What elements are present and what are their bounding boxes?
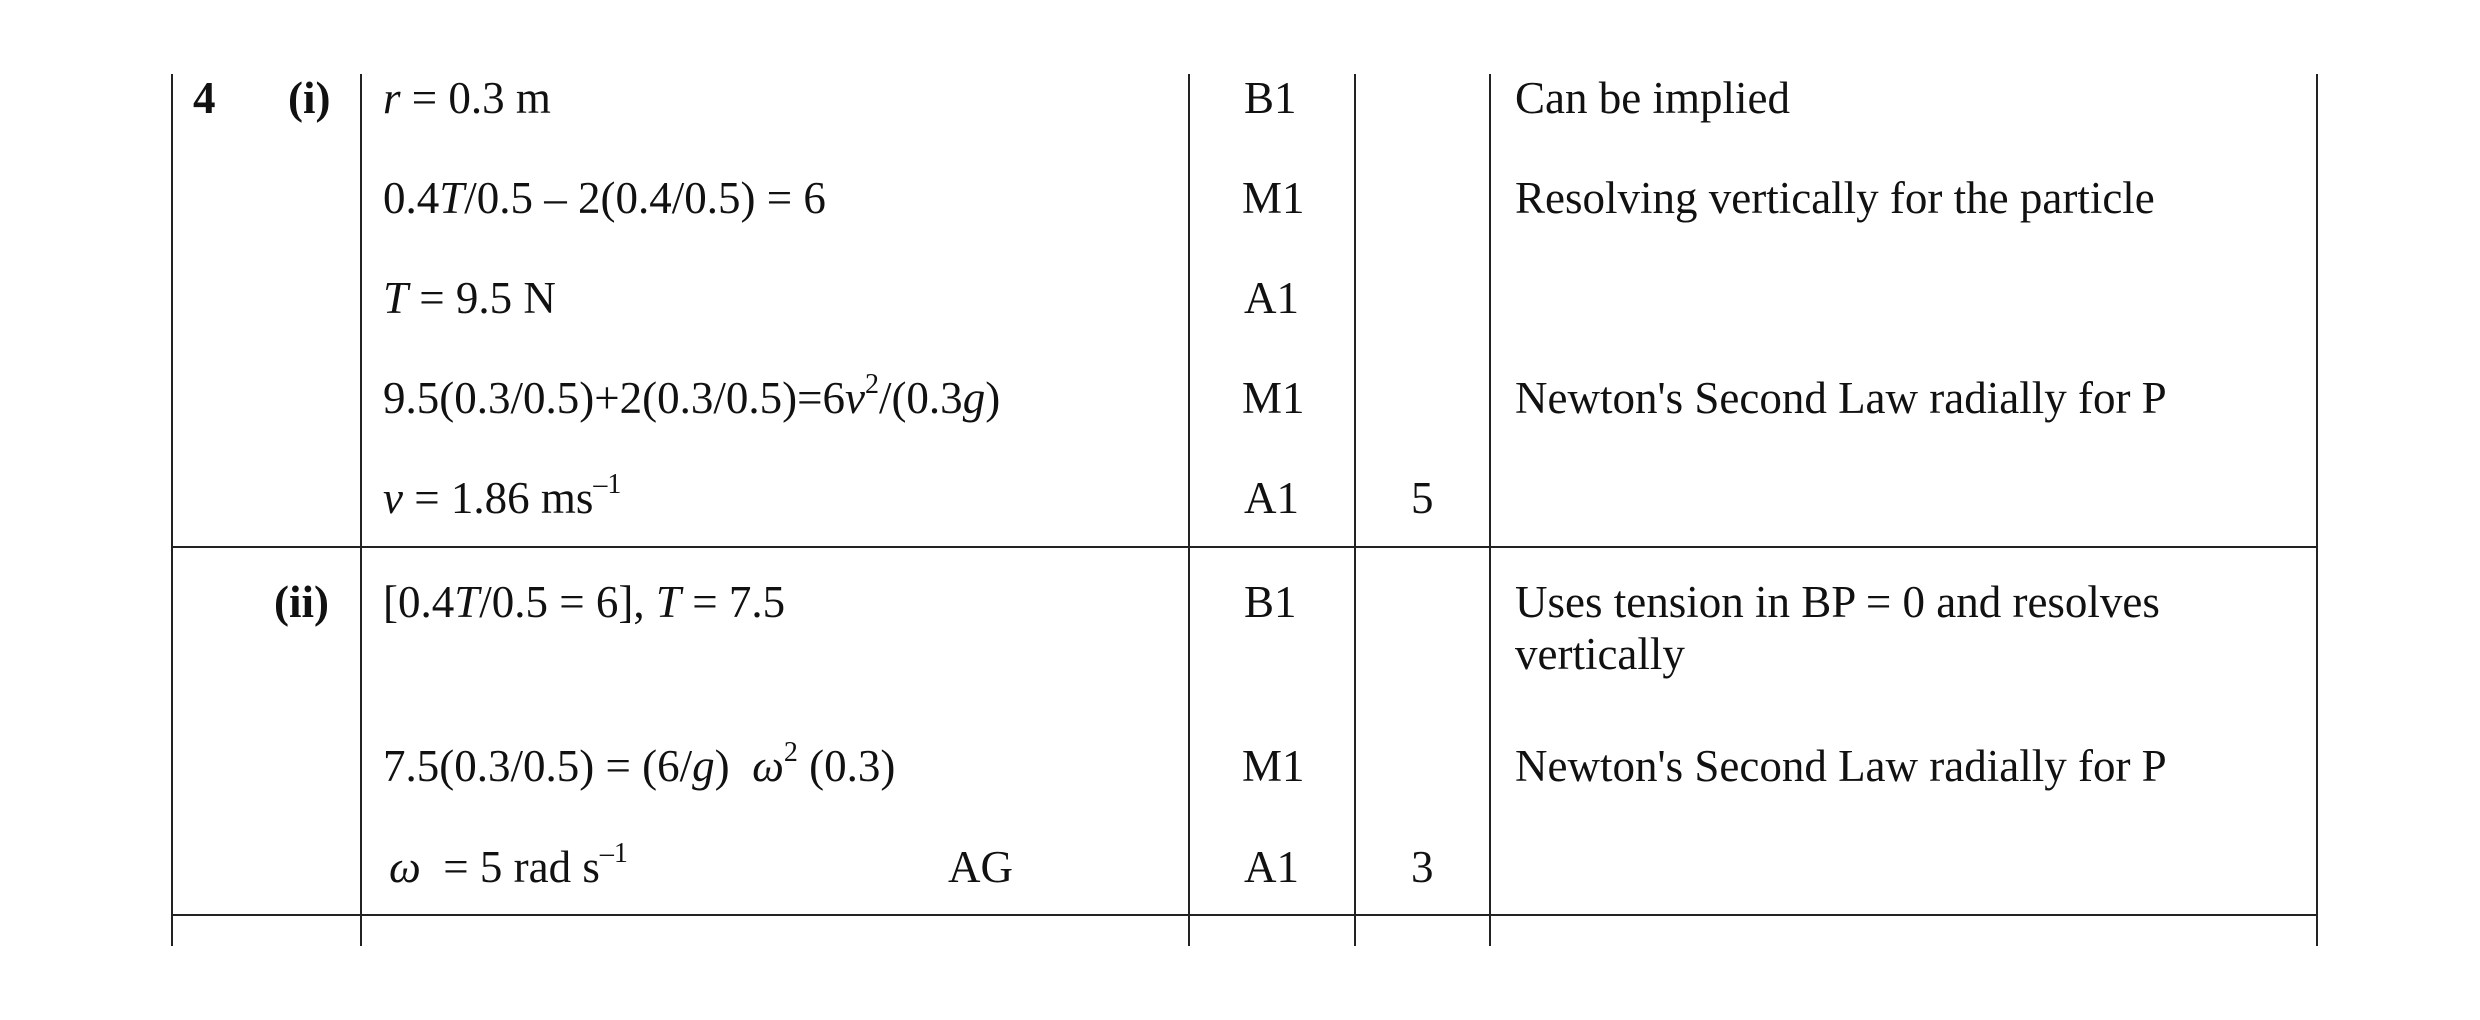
mark-code: B1 xyxy=(1244,577,1297,627)
part-label-ii: (ii) xyxy=(274,577,329,627)
mark-code: A1 xyxy=(1244,473,1299,523)
answer-line: 0.4T/0.5 – 2(0.4/0.5) = 6 xyxy=(383,173,826,223)
mark-scheme-table xyxy=(171,74,2318,946)
mark-code: B1 xyxy=(1244,73,1297,123)
part-label-i: (i) xyxy=(288,73,331,123)
mark-code: M1 xyxy=(1242,173,1305,223)
answer-line: T = 9.5 N xyxy=(383,273,556,323)
mark-column-divider xyxy=(1354,74,1356,946)
mark-code: A1 xyxy=(1244,842,1299,892)
question-number: 4 xyxy=(193,73,216,123)
answer-column-divider xyxy=(1188,74,1190,946)
guidance-note: Can be implied xyxy=(1515,73,1790,123)
answer-line: ω = 5 rad $s^{-1}$ xyxy=(389,838,628,892)
answer-line: [0.4T/0.5 = 6], T = 7.5 xyxy=(383,577,786,627)
mark-code: M1 xyxy=(1242,741,1305,791)
guidance-note: Resolving vertically for the particle xyxy=(1515,173,2155,223)
part-divider xyxy=(171,546,2318,548)
part-column-divider xyxy=(360,74,362,946)
answer-line: 7.5(0.3/0.5) = (6/g) $\omega^2$ (0.3) xyxy=(383,737,896,791)
guidance-note: Newton's Second Law radially for P xyxy=(1515,373,2167,423)
guidance-note: Uses tension in BP = 0 and resolves vertically xyxy=(1515,577,2160,679)
answer-line: $9.5(0.3/0.5)+2(0.3/0.5)=6v^2/(0.3g)$ xyxy=(383,369,1001,423)
bottom-divider xyxy=(171,914,2318,916)
answer-line: r = 0.3 m xyxy=(383,73,551,123)
total-column-divider xyxy=(1489,74,1491,946)
answer-line: v = 1.86 $ms^{-1}$ xyxy=(383,469,622,523)
right-border xyxy=(2316,74,2318,946)
left-border xyxy=(171,74,173,946)
mark-code: A1 xyxy=(1244,273,1299,323)
total-marks-ii: 3 xyxy=(1411,842,1434,892)
answer-given-label: AG xyxy=(948,842,1013,892)
mark-code: M1 xyxy=(1242,373,1305,423)
guidance-note: Newton's Second Law radially for P xyxy=(1515,741,2167,791)
total-marks-i: 5 xyxy=(1411,473,1434,523)
